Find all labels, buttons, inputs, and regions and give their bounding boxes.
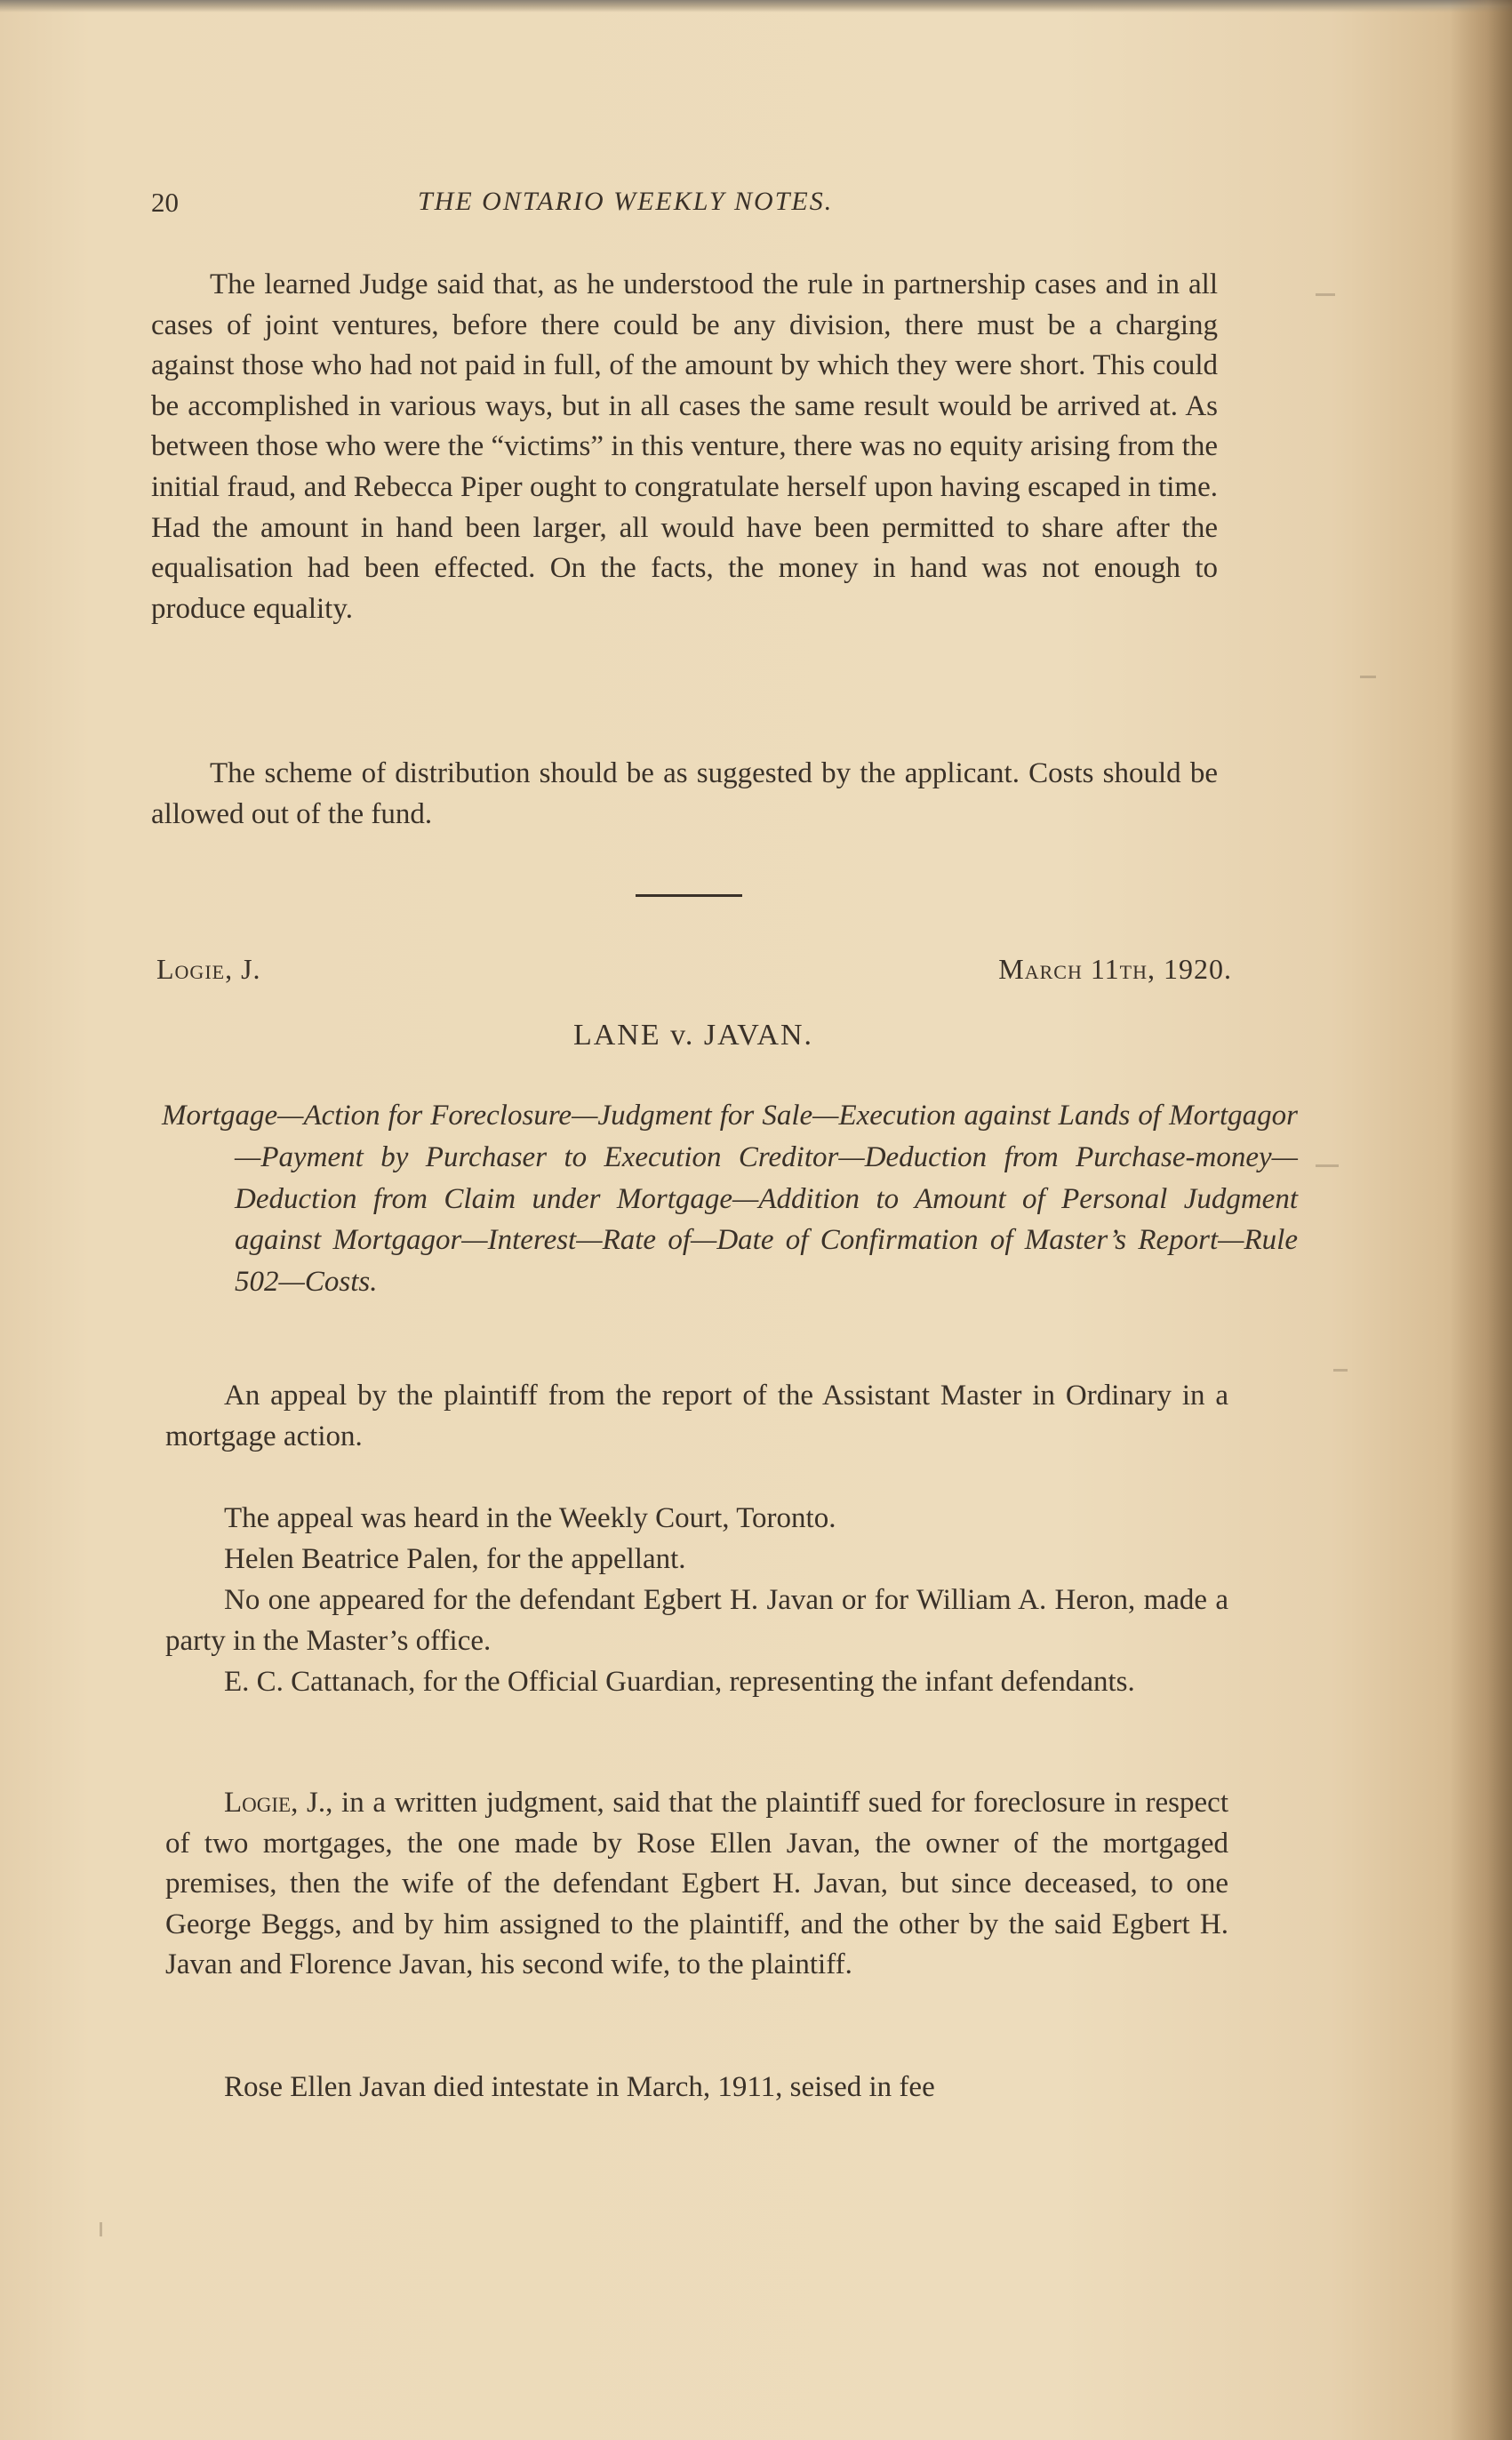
- section-divider: [636, 894, 742, 897]
- paper-speck: [1333, 1369, 1348, 1372]
- judgment-date: March 11th, 1920.: [998, 953, 1232, 985]
- page-top-edge: [0, 0, 1512, 12]
- page-header: [151, 187, 1218, 222]
- hearing-paragraph: The appeal was heard in the Weekly Court, Toronto.: [224, 1502, 836, 1534]
- paper-speck: [1360, 676, 1376, 678]
- paper-speck: [1316, 293, 1335, 296]
- case-judge-line: [156, 953, 1232, 993]
- counsel-guardian: E. C. Cattanach, for the Official Guardian, representing the infant defendants.: [224, 1666, 1135, 1698]
- running-title: THE ONTARIO WEEKLY NOTES.: [418, 187, 834, 216]
- appeal-paragraph: An appeal by the plaintiff from the report of the Assistant Master in Ordinary in a mortgage action.: [165, 1380, 1228, 1452]
- body-paragraph: The learned Judge said that, as he understood the rule in partnership cases and in all cases of joint ventures, before there could be any division, there must be a charging against those who had not paid in full, of the amount by which they were short. This could be accomplished in various ways, but in all cases the same result would be arrived at. As between those who were the “victims” in this venture, there was no equity arising from the initial fraud, and Rebecca Piper ought to congratulate herself upon having escaped in time. Had the amount in hand been larger, all would have been permitted to share after the equalisation had been effected. On the facts, the money in hand was not enough to produce equality.: [151, 268, 1218, 625]
- paper-speck: [100, 2222, 102, 2236]
- page-number: 20: [151, 187, 179, 218]
- case-title: LANE v. JAVAN.: [572, 1019, 814, 1052]
- judge-name: Logie, J.: [156, 953, 261, 985]
- last-paragraph: Rose Ellen Javan died intestate in March, 1911, seised in fee: [224, 2071, 935, 2103]
- counsel-appellant: Helen Beatrice Palen, for the appellant.: [224, 1543, 686, 1575]
- case-headnote: Mortgage—Action for Foreclosure—Judgment for Sale—Execution against Lands of Mortgagor—Payment by Purchaser to Execution Creditor—Deduction from Purchase-money—Deduction from Claim under Mortgage—Addition to Amount of Personal Judgment against Mortgagor—Interest—Rate of—Date of Confirmation of Master’s Report—Rule 502—Costs.: [162, 1100, 1298, 1299]
- no-appearance-paragraph: No one appeared for the defendant Egbert H. Javan or for William A. Heron, made a party in the Master’s office.: [165, 1584, 1228, 1657]
- judgment-paragraph: [165, 1783, 1228, 1986]
- page-right-edge: [1450, 0, 1512, 2440]
- judgment-text: , in a written judgment, said that the plaintiff sued for foreclosure in respect of two mortgages, the one made by Rose Ellen Javan, the owner of the mortgaged premises, then the wife of the defendant Egbert H. Javan, but since deceased, to one George Beggs, and by him assigned to the plaintiff, and the other by the said Egbert H. Javan and Florence Javan, his second wife, to the plaintiff.: [165, 1787, 1228, 1981]
- judgment-judge-name: Logie, J.: [224, 1787, 326, 1819]
- body-paragraph: The scheme of distribution should be as suggested by the applicant. Costs should be allowed out of the fund.: [151, 757, 1218, 830]
- paper-speck: [1316, 1164, 1339, 1167]
